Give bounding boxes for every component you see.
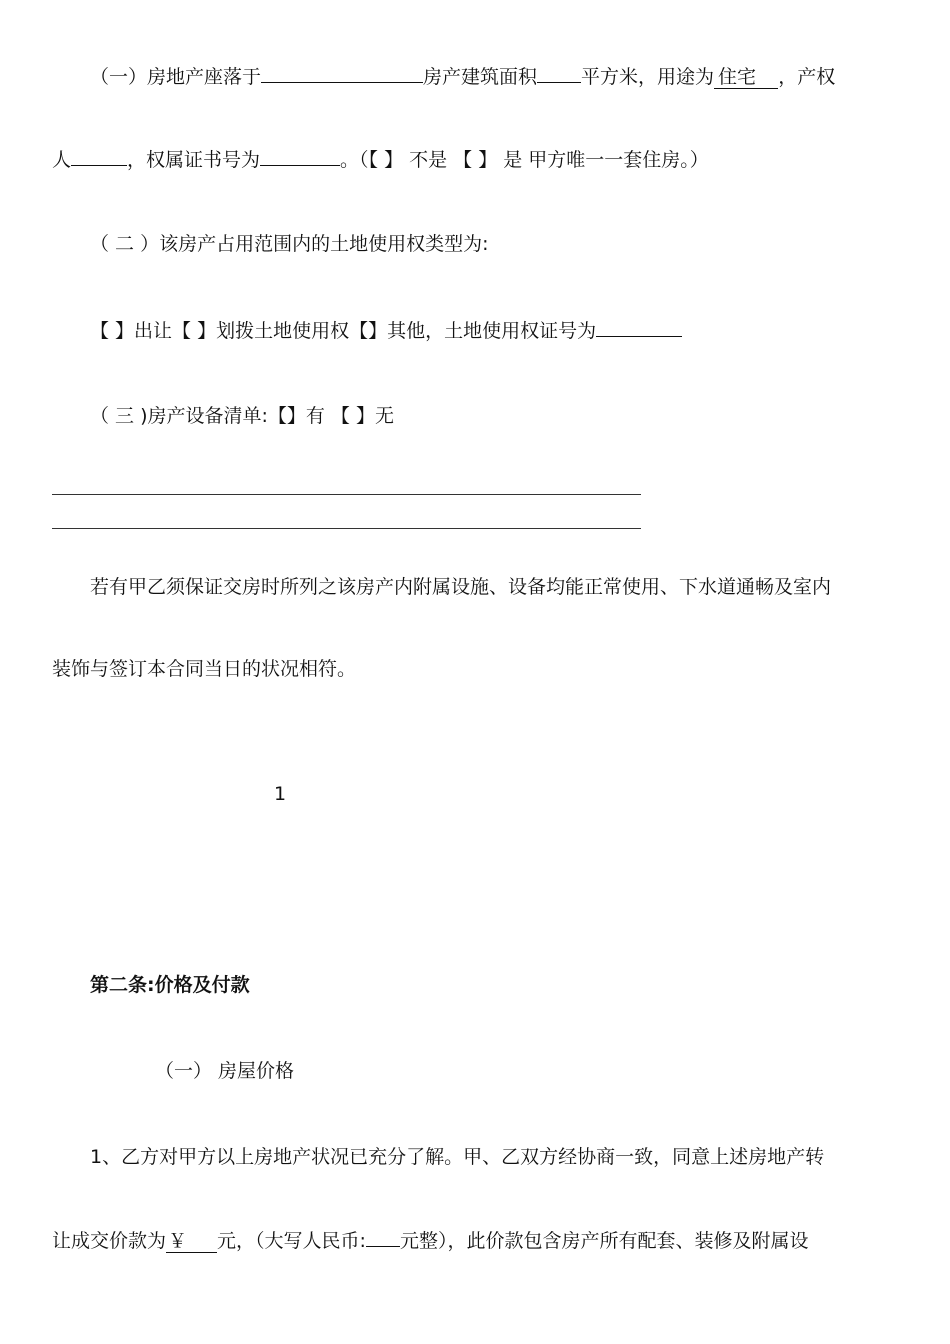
land-use-options[interactable]: 【 】出让【 】划拨土地使用权【】其他，土地使用权证号为 <box>90 320 597 342</box>
price-paragraph-line-2 <box>52 1228 808 1253</box>
location-blank[interactable] <box>261 64 423 83</box>
clause-2-land-use-line: （ 二 ）该房产占用范围内的土地使用权类型为: <box>90 233 489 255</box>
use-label: 平方米，用途为 <box>581 66 715 88</box>
price-amount-field[interactable] <box>166 1230 217 1253</box>
certificate-label: ，权属证书号为 <box>127 149 261 171</box>
equipment-list-rule-1[interactable] <box>52 494 641 495</box>
house-price-heading: （一） 房屋价格 <box>155 1060 295 1082</box>
clause-1-location-line <box>90 64 835 89</box>
owner-blank[interactable] <box>71 147 127 166</box>
capital-amount-blank[interactable] <box>366 1228 400 1247</box>
use-value[interactable]: 住宅 <box>714 66 778 89</box>
land-use-type-line <box>90 318 682 343</box>
yen-symbol: ￥ <box>168 1230 188 1252</box>
price-capital-label: 元，（大写人民币: <box>217 1230 366 1252</box>
clause-3-equipment-line[interactable]: （ 三 )房产设备清单:【】有 【 】无 <box>90 405 394 427</box>
equipment-list-rule-2[interactable] <box>52 528 641 529</box>
certificate-blank[interactable] <box>260 147 340 166</box>
owner-label-end: 人 <box>52 149 72 171</box>
page-number: 1 <box>274 783 287 805</box>
warranty-paragraph-line-2: 装饰与签订本合同当日的状况相符。 <box>52 658 357 680</box>
warranty-paragraph-line-1: 若有甲乙须保证交房时所列之该房产内附属设施、设备均能正常使用、下水道通畅及室内 <box>90 576 832 598</box>
owner-label-start: ，产权 <box>778 66 836 88</box>
clause-1-owner-line <box>52 147 709 172</box>
only-house-checkboxes[interactable]: 。（【 】 不是 【 】 是 甲方唯一一套住房。） <box>340 149 709 171</box>
clause-1-label: （一）房地产座落于 <box>90 66 262 88</box>
price-inclusion-text: 元整），此价款包含房产所有配套、装修及附属设 <box>399 1230 809 1252</box>
article-2-title: 第二条:价格及付款 <box>90 974 250 996</box>
price-paragraph-line-1: 1、乙方对甲方以上房地产状况已充分了解。甲、乙双方经协商一致，同意上述房地产转 <box>90 1146 825 1168</box>
land-certificate-blank[interactable] <box>596 318 682 337</box>
area-blank[interactable] <box>537 64 581 83</box>
price-label: 让成交价款为 <box>52 1230 167 1252</box>
area-label: 房产建筑面积 <box>423 66 538 88</box>
